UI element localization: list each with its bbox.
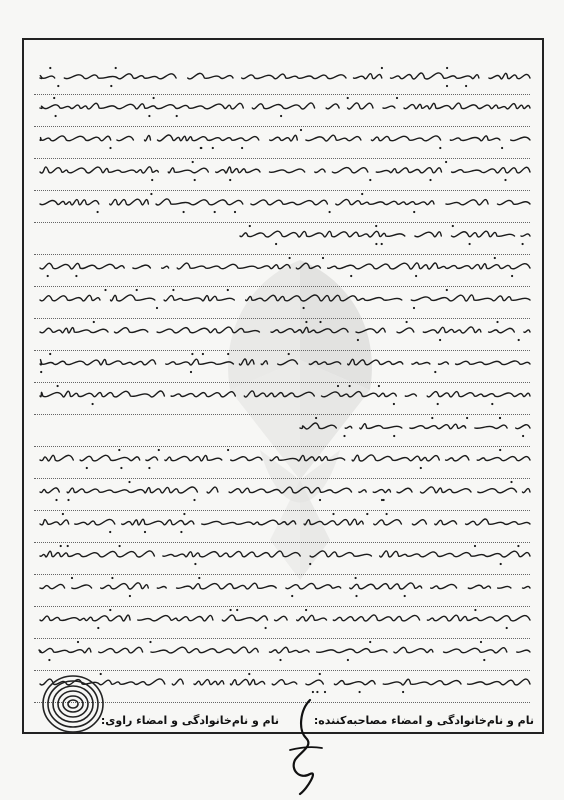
handwritten-line [240,231,530,237]
diacritic-dot [176,115,178,117]
handwritten-line [40,615,530,621]
diacritic-dot [153,97,155,99]
diacritic-dot [192,161,194,163]
diacritic-dot [355,577,357,579]
diacritic-dot [249,225,251,227]
diacritic-dot [229,179,231,181]
diacritic-dot [128,481,130,483]
handwritten-line [40,487,530,493]
diacritic-dot [190,371,192,373]
diacritic-dot [202,353,204,355]
diacritic-dot [375,243,377,245]
handwritten-line [40,263,530,269]
diacritic-dot [104,289,106,291]
interviewer-signature-label: نام و نام‌خانوادگی و امضاء مصاحبه‌کننده: [313,714,534,727]
diacritic-dot [92,403,94,405]
diacritic-dot [172,289,174,291]
signature-footer [30,700,534,740]
handwritten-line [40,103,530,109]
diacritic-dot [279,659,281,661]
diacritic-dot [319,321,321,323]
diacritic-dot [227,353,229,355]
diacritic-dot [437,403,439,405]
diacritic-dot [383,499,385,501]
diacritic-dot [309,563,311,565]
diacritic-dot [446,85,448,87]
diacritic-dot [144,531,146,533]
diacritic-dot [466,417,468,419]
diacritic-dot [434,371,436,373]
diacritic-dot [288,353,290,355]
diacritic-dot [322,257,324,259]
diacritic-dot [71,577,73,579]
handwritten-line [39,647,530,653]
diacritic-dot [378,385,380,387]
diacritic-dot [110,85,112,87]
diacritic-dot [67,499,69,501]
handwritten-line [40,135,530,141]
diacritic-dot [193,499,195,501]
diacritic-dot [119,545,121,547]
diacritic-dot [291,595,293,597]
diacritic-dot [357,339,359,341]
diacritic-dot [303,307,305,309]
diacritic-dot [446,289,448,291]
diacritic-dot [151,179,153,181]
diacritic-dot [506,627,508,629]
diacritic-dot [86,467,88,469]
diacritic-dot [361,193,363,195]
diacritic-dot [234,211,236,213]
diacritic-dot [97,211,99,213]
diacritic-dot [241,147,243,149]
diacritic-dot [381,67,383,69]
diacritic-dot [49,353,51,355]
diacritic-dot [343,435,345,437]
diacritic-dot [347,97,349,99]
handwritten-line [40,327,530,333]
diacritic-dot [359,691,361,693]
handwritten-line [40,391,530,397]
diacritic-dot [148,115,150,117]
diacritic-dot [480,641,482,643]
diacritic-dot [429,179,431,181]
diacritic-dot [136,289,138,291]
diacritic-dot [158,449,160,451]
diacritic-dot [393,403,395,405]
diacritic-dot [386,513,388,515]
diacritic-dot [109,531,111,533]
diacritic-dot [494,257,496,259]
diacritic-dot [57,85,59,87]
handwritten-line [40,359,530,365]
diacritic-dot [227,289,229,291]
handwritten-line [40,583,530,589]
diacritic-dot [369,179,371,181]
diacritic-dot [60,545,62,547]
handwritten-line [300,423,530,429]
diacritic-dot [393,435,395,437]
diacritic-dot [413,307,415,309]
diacritic-dot [315,417,317,419]
diacritic-dot [129,595,131,597]
diacritic-dot [504,179,506,181]
diacritic-dot [347,659,349,661]
narrator-signature-label: نام و نام‌خانوادگی و امضاء راوی: [100,714,279,727]
diacritic-dot [93,321,95,323]
diacritic-dot [198,577,200,579]
diacritic-dot [500,563,502,565]
handwritten-line [40,295,530,301]
diacritic-dot [439,339,441,341]
diacritic-dot [518,339,520,341]
diacritic-dot [280,115,282,117]
diacritic-dot [496,321,498,323]
diacritic-dot [53,97,55,99]
handwritten-line [40,167,530,173]
diacritic-dot [319,499,321,501]
diacritic-dot [289,257,291,259]
diacritic-dot [150,193,152,195]
diacritic-dot [305,321,307,323]
diacritic-dot [236,609,238,611]
diacritic-dot [156,307,158,309]
diacritic-dot [465,85,467,87]
diacritic-dot [149,641,151,643]
diacritic-dot [194,179,196,181]
diacritic-dot [48,659,50,661]
diacritic-dot [483,659,485,661]
diacritic-dot [148,467,150,469]
diacritic-dot [265,627,267,629]
diacritic-dot [396,97,398,99]
diacritic-dot [55,115,57,117]
diacritic-dot [200,147,202,149]
diacritic-dot [194,563,196,565]
diacritic-dot [510,481,512,483]
diacritic-dot [446,67,448,69]
diacritic-dot [413,211,415,213]
diacritic-dot [111,577,113,579]
diacritic-dot [415,275,417,277]
diacritic-dot [355,595,357,597]
diacritic-dot [431,417,433,419]
diacritic-dot [420,467,422,469]
diacritic-dot [499,449,501,451]
diacritic-dot [522,435,524,437]
handwritten-line [40,679,530,685]
diacritic-dot [375,225,377,227]
diacritic-dot [499,417,501,419]
diacritic-dot [511,275,513,277]
diacritic-dot [469,243,471,245]
handwritten-line [40,199,530,205]
diacritic-dot [452,225,454,227]
diacritic-dot [57,385,59,387]
diacritic-dot [212,147,214,149]
diacritic-dot [109,609,111,611]
diacritic-dot [120,467,122,469]
diacritic-dot [305,609,307,611]
diacritic-dot [75,275,77,277]
diacritic-dot [214,211,216,213]
diacritic-dot [406,321,408,323]
diacritic-dot [47,275,49,277]
diacritic-dot [445,161,447,163]
diacritic-dot [332,513,334,515]
handwritten-line [40,455,530,461]
diacritic-dot [191,353,193,355]
diacritic-dot [227,449,229,451]
diacritic-dot [115,67,117,69]
diacritic-dot [77,641,79,643]
diacritic-dot [439,147,441,149]
handwritten-line [40,519,530,525]
diacritic-dot [522,243,524,245]
diacritic-dot [369,641,371,643]
diacritic-dot [474,545,476,547]
diacritic-dot [474,609,476,611]
diacritic-dot [319,673,321,675]
diacritic-dot [349,385,351,387]
diacritic-dot [491,403,493,405]
diacritic-dot [402,691,404,693]
diacritic-dot [67,545,69,547]
diacritic-dot [230,609,232,611]
diacritic-dot [300,129,302,131]
diacritic-dot [180,531,182,533]
diacritic-dot [275,243,277,245]
diacritic-dot [517,545,519,547]
handwritten-line [40,73,530,79]
diacritic-dot [55,499,57,501]
diacritic-dot [381,243,383,245]
diacritic-dot [501,147,503,149]
diacritic-dot [404,595,406,597]
diacritic-dot [350,275,352,277]
diacritic-dot [40,371,42,373]
diacritic-dot [118,449,120,451]
diacritic-dot [62,513,64,515]
diacritic-dot [49,67,51,69]
diacritic-dot [329,211,331,213]
diacritic-dot [97,627,99,629]
handwritten-line [40,551,530,557]
diacritic-dot [366,513,368,515]
diacritic-dot [248,673,250,675]
diacritic-dot [109,147,111,149]
diacritic-dot [337,385,339,387]
diacritic-dot [183,211,185,213]
diacritic-dot [183,513,185,515]
